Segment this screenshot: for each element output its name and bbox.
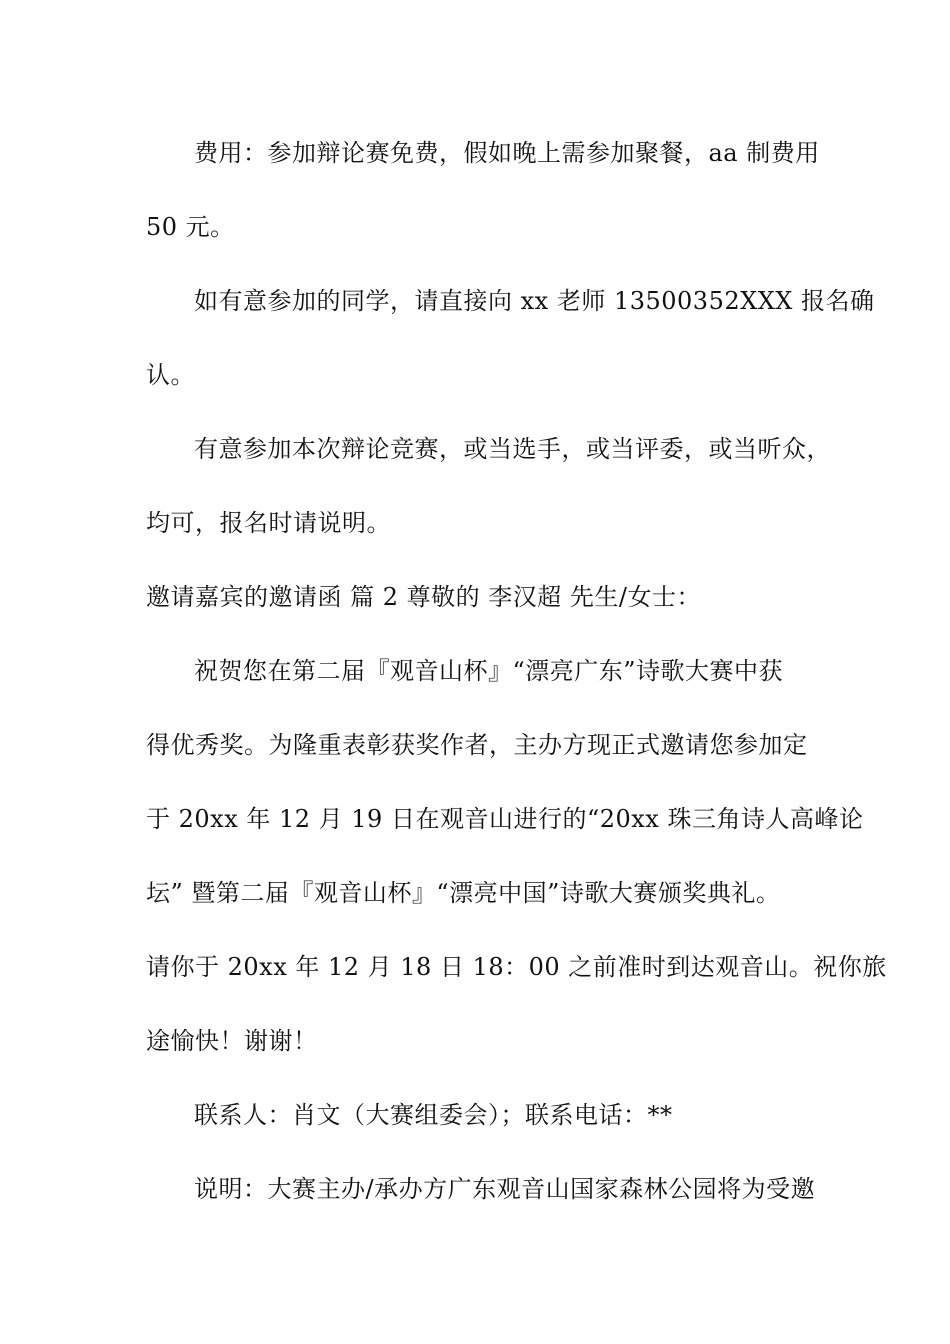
- invitation-heading: 邀请嘉宾的邀请函 篇 2 尊敬的 李汉超 先生/女士：: [146, 583, 701, 611]
- paragraph-fee-line-1: 费用：参加辩论赛免费，假如晚上需参加聚餐，aa 制费用: [194, 139, 820, 167]
- paragraph-signup-line-2: 认。: [146, 361, 195, 389]
- paragraph-fee-line-2: 50 元。: [146, 213, 235, 241]
- note-line-1: 说明：大赛主办/承办方广东观音山国家森林公园将为受邀: [194, 1175, 816, 1203]
- paragraph-invitation-line-4: 坛” 暨第二届『观音山杯』“漂亮中国”诗歌大赛颁奖典礼。: [146, 879, 781, 907]
- paragraph-roles-line-1: 有意参加本次辩论竞赛，或当选手，或当评委，或当听众，: [194, 435, 831, 463]
- paragraph-invitation-line-1: 祝贺您在第二届『观音山杯』“漂亮广东”诗歌大赛中获: [194, 657, 784, 685]
- contact-line: 联系人：肖文（大赛组委会）；联系电话：**: [194, 1101, 673, 1129]
- paragraph-invitation-line-2: 得优秀奖。为隆重表彰获奖作者，主办方现正式邀请您参加定: [146, 731, 808, 759]
- paragraph-invitation-line-6: 途愉快！谢谢！: [146, 1027, 318, 1055]
- paragraph-roles-line-2: 均可，报名时请说明。: [146, 509, 391, 537]
- paragraph-invitation-line-3: 于 20xx 年 12 月 19 日在观音山进行的“20xx 珠三角诗人高峰论: [146, 805, 864, 833]
- paragraph-invitation-line-5: 请你于 20xx 年 12 月 18 日 18：00 之前准时到达观音山。祝你旅: [146, 953, 887, 981]
- paragraph-signup-line-1: 如有意参加的同学，请直接向 xx 老师 13500352XXX 报名确: [194, 287, 875, 315]
